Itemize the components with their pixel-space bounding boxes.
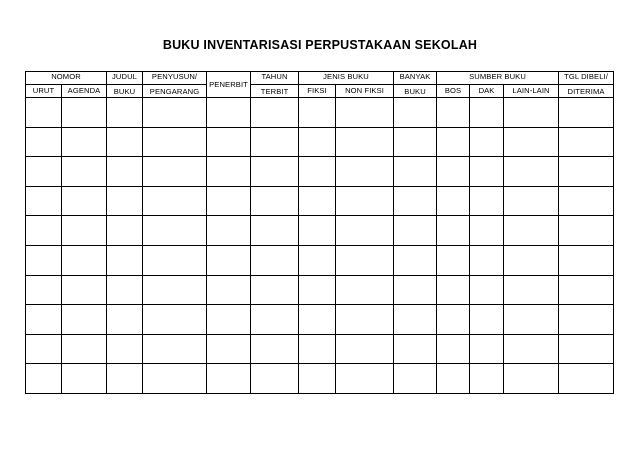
cell-urut <box>26 127 62 157</box>
cell-tgl-diterima <box>559 127 614 157</box>
cell-judul-buku <box>107 275 143 305</box>
subheader-diterima: DITERIMA <box>559 85 614 98</box>
table-row <box>26 305 614 335</box>
cell-tahun-terbit <box>251 275 299 305</box>
cell-judul-buku <box>107 216 143 246</box>
cell-tgl-diterima <box>559 364 614 394</box>
cell-banyak-buku <box>394 216 437 246</box>
cell-bos <box>437 305 470 335</box>
cell-banyak-buku <box>394 275 437 305</box>
cell-penyusun-pengarang <box>143 127 207 157</box>
table-row <box>26 364 614 394</box>
cell-banyak-buku <box>394 127 437 157</box>
cell-dak <box>470 157 504 187</box>
header-row-subs <box>26 85 614 98</box>
subheader-fiksi: FIKSI <box>299 85 336 98</box>
subheader-bos: BOS <box>437 85 470 98</box>
cell-urut <box>26 364 62 394</box>
cell-non-fiksi <box>336 245 394 275</box>
cell-agenda <box>62 305 107 335</box>
cell-non-fiksi <box>336 157 394 187</box>
cell-tgl-diterima <box>559 98 614 128</box>
cell-tgl-diterima <box>559 305 614 335</box>
cell-non-fiksi <box>336 275 394 305</box>
header-tgl-dibeli: TGL DIBELI/ <box>559 72 614 85</box>
cell-lain-lain <box>504 275 559 305</box>
cell-dak <box>470 98 504 128</box>
subheader-urut: URUT <box>26 85 62 98</box>
cell-bos <box>437 127 470 157</box>
cell-tgl-diterima <box>559 186 614 216</box>
table-row <box>26 127 614 157</box>
header-row-groups <box>26 72 614 85</box>
cell-penerbit <box>207 157 251 187</box>
table-row <box>26 186 614 216</box>
cell-agenda <box>62 245 107 275</box>
table-row <box>26 98 614 128</box>
cell-dak <box>470 216 504 246</box>
cell-urut <box>26 334 62 364</box>
cell-tahun-terbit <box>251 216 299 246</box>
cell-urut <box>26 275 62 305</box>
table-row <box>26 216 614 246</box>
cell-judul-buku <box>107 305 143 335</box>
header-jenis-buku: JENIS BUKU <box>299 72 394 85</box>
cell-lain-lain <box>504 127 559 157</box>
cell-urut <box>26 157 62 187</box>
cell-tahun-terbit <box>251 127 299 157</box>
table-row <box>26 157 614 187</box>
cell-judul-buku <box>107 98 143 128</box>
cell-dak <box>470 305 504 335</box>
subheader-agenda: AGENDA <box>62 85 107 98</box>
cell-judul-buku <box>107 127 143 157</box>
cell-penyusun-pengarang <box>143 305 207 335</box>
cell-fiksi <box>299 305 336 335</box>
cell-dak <box>470 127 504 157</box>
cell-fiksi <box>299 157 336 187</box>
cell-urut <box>26 216 62 246</box>
cell-penerbit <box>207 216 251 246</box>
cell-urut <box>26 186 62 216</box>
cell-agenda <box>62 186 107 216</box>
cell-non-fiksi <box>336 216 394 246</box>
subheader-terbit: TERBIT <box>251 85 299 98</box>
cell-bos <box>437 216 470 246</box>
header-judul: JUDUL <box>107 72 143 85</box>
subheader-banyak-buku: BUKU <box>394 85 437 98</box>
cell-lain-lain <box>504 245 559 275</box>
cell-judul-buku <box>107 157 143 187</box>
cell-non-fiksi <box>336 305 394 335</box>
cell-fiksi <box>299 334 336 364</box>
cell-tgl-diterima <box>559 216 614 246</box>
cell-bos <box>437 275 470 305</box>
cell-lain-lain <box>504 98 559 128</box>
cell-tgl-diterima <box>559 334 614 364</box>
cell-lain-lain <box>504 305 559 335</box>
cell-urut <box>26 98 62 128</box>
cell-bos <box>437 157 470 187</box>
cell-penerbit <box>207 334 251 364</box>
cell-dak <box>470 364 504 394</box>
cell-banyak-buku <box>394 334 437 364</box>
cell-penerbit <box>207 245 251 275</box>
cell-judul-buku <box>107 334 143 364</box>
cell-judul-buku <box>107 245 143 275</box>
header-penyusun: PENYUSUN/ <box>143 72 207 85</box>
cell-judul-buku <box>107 186 143 216</box>
page-title: BUKU INVENTARISASI PERPUSTAKAAN SEKOLAH <box>162 38 478 52</box>
subheader-dak: DAK <box>470 85 504 98</box>
cell-penerbit <box>207 305 251 335</box>
inventory-table <box>25 71 614 394</box>
cell-fiksi <box>299 127 336 157</box>
cell-non-fiksi <box>336 98 394 128</box>
table-body <box>26 98 614 394</box>
header-penerbit: PENERBIT <box>207 72 251 98</box>
cell-tahun-terbit <box>251 245 299 275</box>
header-tahun: TAHUN <box>251 72 299 85</box>
cell-judul-buku <box>107 364 143 394</box>
cell-bos <box>437 364 470 394</box>
table-row <box>26 334 614 364</box>
cell-urut <box>26 245 62 275</box>
cell-non-fiksi <box>336 186 394 216</box>
table-row <box>26 275 614 305</box>
cell-bos <box>437 98 470 128</box>
cell-penyusun-pengarang <box>143 245 207 275</box>
subheader-lain-lain: LAIN-LAIN <box>504 85 559 98</box>
cell-dak <box>470 245 504 275</box>
cell-lain-lain <box>504 334 559 364</box>
cell-lain-lain <box>504 186 559 216</box>
cell-penyusun-pengarang <box>143 334 207 364</box>
cell-penyusun-pengarang <box>143 216 207 246</box>
cell-tahun-terbit <box>251 157 299 187</box>
cell-tgl-diterima <box>559 245 614 275</box>
cell-tahun-terbit <box>251 364 299 394</box>
cell-banyak-buku <box>394 364 437 394</box>
cell-dak <box>470 334 504 364</box>
cell-agenda <box>62 127 107 157</box>
subheader-buku: BUKU <box>107 85 143 98</box>
cell-non-fiksi <box>336 127 394 157</box>
cell-lain-lain <box>504 157 559 187</box>
cell-tgl-diterima <box>559 275 614 305</box>
table-row <box>26 245 614 275</box>
cell-non-fiksi <box>336 334 394 364</box>
cell-agenda <box>62 216 107 246</box>
cell-tahun-terbit <box>251 305 299 335</box>
cell-fiksi <box>299 98 336 128</box>
cell-fiksi <box>299 186 336 216</box>
cell-bos <box>437 334 470 364</box>
cell-agenda <box>62 275 107 305</box>
cell-bos <box>437 186 470 216</box>
cell-tahun-terbit <box>251 186 299 216</box>
subheader-pengarang: PENGARANG <box>143 85 207 98</box>
cell-non-fiksi <box>336 364 394 394</box>
cell-dak <box>470 186 504 216</box>
cell-banyak-buku <box>394 186 437 216</box>
cell-fiksi <box>299 245 336 275</box>
cell-dak <box>470 275 504 305</box>
cell-agenda <box>62 334 107 364</box>
cell-urut <box>26 305 62 335</box>
cell-tahun-terbit <box>251 334 299 364</box>
cell-agenda <box>62 157 107 187</box>
cell-penerbit <box>207 275 251 305</box>
cell-banyak-buku <box>394 98 437 128</box>
cell-penerbit <box>207 98 251 128</box>
cell-penerbit <box>207 186 251 216</box>
cell-banyak-buku <box>394 245 437 275</box>
cell-penerbit <box>207 127 251 157</box>
cell-fiksi <box>299 216 336 246</box>
cell-agenda <box>62 364 107 394</box>
cell-tgl-diterima <box>559 157 614 187</box>
cell-lain-lain <box>504 216 559 246</box>
cell-bos <box>437 245 470 275</box>
cell-banyak-buku <box>394 157 437 187</box>
cell-penyusun-pengarang <box>143 364 207 394</box>
subheader-non-fiksi: NON FIKSI <box>336 85 394 98</box>
header-banyak: BANYAK <box>394 72 437 85</box>
header-nomor: NOMOR <box>26 72 107 85</box>
cell-penyusun-pengarang <box>143 275 207 305</box>
cell-fiksi <box>299 364 336 394</box>
cell-tahun-terbit <box>251 98 299 128</box>
cell-agenda <box>62 98 107 128</box>
cell-fiksi <box>299 275 336 305</box>
cell-penyusun-pengarang <box>143 98 207 128</box>
header-sumber-buku: SUMBER BUKU <box>437 72 559 85</box>
cell-penyusun-pengarang <box>143 157 207 187</box>
cell-penerbit <box>207 364 251 394</box>
cell-penyusun-pengarang <box>143 186 207 216</box>
cell-lain-lain <box>504 364 559 394</box>
cell-banyak-buku <box>394 305 437 335</box>
